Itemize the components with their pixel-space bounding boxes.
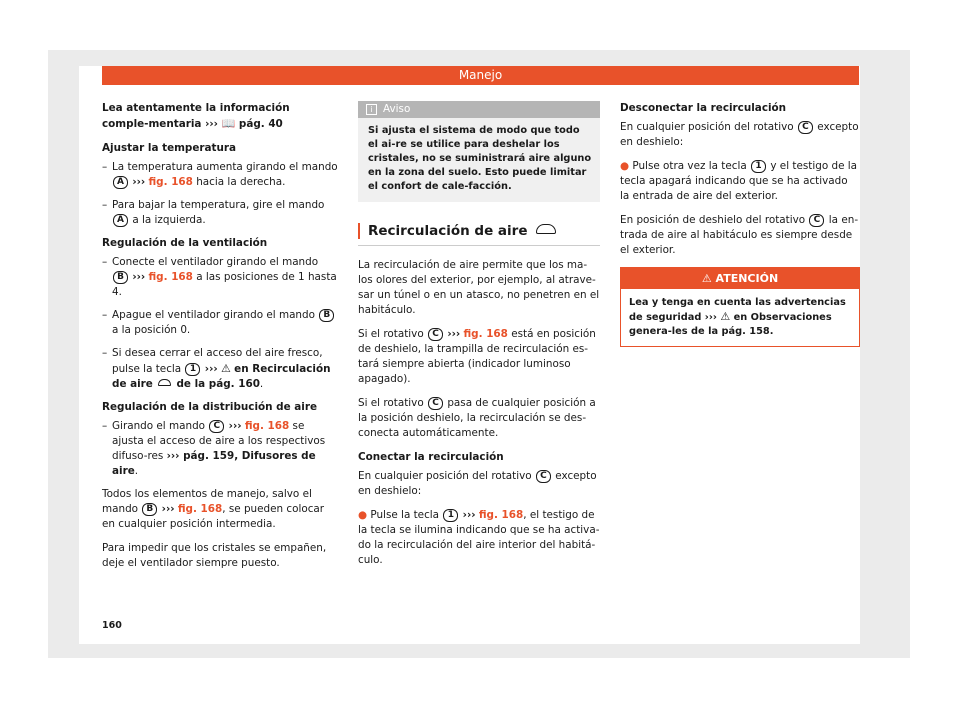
- paragraph: En cualquier posición del rotativo C excepto en deshielo:: [358, 470, 597, 497]
- page-link[interactable]: de la pág. 160: [176, 378, 260, 390]
- warning-icon: ⚠: [720, 310, 731, 323]
- paragraph: En cualquier posición del rotativo C excepto en deshielo:: [620, 121, 859, 148]
- section-header: [102, 66, 859, 85]
- paragraph: Si el rotativo C ››› fig. 168 está en posición de deshielo, la trampilla de recirculación es-tará siempre abierta (indicador luminoso apagado).: [358, 328, 596, 385]
- column-2: [358, 101, 600, 577]
- key-badge-1: 1: [443, 509, 458, 522]
- section-title: Recirculación de aire: [358, 223, 527, 239]
- aviso-text: Si ajusta el sistema de modo que todo el ai-re se utilice para deshelar los cristales, no se suministrará aire alguno en la zona del suelo. Esto puede limitar el confort de cale-facción.: [368, 125, 592, 192]
- page-link[interactable]: ››› pág. 159, Difusores de aire: [112, 450, 316, 477]
- key-badge-c: C: [428, 397, 443, 410]
- temp-heading: Ajustar la temperatura: [102, 142, 237, 154]
- section-link[interactable]: en Recirculación de aire: [112, 363, 331, 390]
- desconectar-heading: Desconectar la recirculación: [620, 102, 787, 114]
- fig-link[interactable]: fig. 168: [478, 509, 524, 521]
- bullet-item: ● Pulse la tecla 1 ››› fig. 168, el testigo de la tecla se ilumina indicando que se ha activa-do la recirculación del aire interior del habitá-culo.: [358, 509, 600, 566]
- fig-link[interactable]: fig. 168: [148, 176, 193, 188]
- key-badge-a: A: [113, 214, 128, 227]
- vent-heading: Regulación de la ventilación: [102, 237, 268, 249]
- list-item: – Apague el ventilador girando el mando B a la posición 0.: [102, 308, 338, 338]
- section-link[interactable]: en Observaciones genera-les de la pág. 158.: [629, 312, 832, 337]
- key-badge-c: C: [536, 470, 551, 483]
- ref-arrows: ›››: [205, 118, 218, 130]
- paragraph: Para impedir que los cristales se empañen, deje el ventilador siempre puesto.: [102, 542, 327, 569]
- page-link[interactable]: pág. 40: [238, 118, 283, 130]
- fig-link[interactable]: fig. 168: [244, 420, 290, 432]
- recirculation-icon: [158, 379, 171, 386]
- recirculation-icon: [536, 224, 556, 234]
- key-badge-b: B: [142, 503, 157, 516]
- key-badge-1: 1: [751, 160, 766, 173]
- list-item: – Conecte el ventilador girando el mando B ››› fig. 168 a las posiciones de 1 hasta 4.: [102, 255, 338, 300]
- aviso-header: i Aviso: [358, 101, 600, 118]
- key-badge-c: C: [809, 214, 824, 227]
- section-header-title: Manejo: [458, 68, 503, 82]
- list-item: – Para bajar la temperatura, gire el mando A a la izquierda.: [102, 198, 338, 228]
- list-item: – Si desea cerrar el acceso del aire fresco, pulse la tecla 1 ››› ⚠ en Recirculación de aire de la pág. 160.: [102, 346, 338, 392]
- key-badge-c: C: [428, 328, 443, 341]
- key-badge-a: A: [113, 176, 128, 189]
- column-1: [102, 101, 338, 580]
- section-heading: [358, 224, 600, 246]
- paragraph: En posición de deshielo del rotativo C la en-trada de aire al habitáculo es siempre desde el exterior.: [620, 214, 859, 256]
- list-item: – Girando el mando C ››› fig. 168 se ajusta el acceso de aire a los respectivos difuso-res ››› pág. 159, Difusores de aire.: [102, 419, 338, 479]
- conectar-heading: Conectar la recirculación: [358, 451, 504, 463]
- paragraph: Todos los elementos de manejo, salvo el mando B ››› fig. 168, se pueden colocar en cualquier posición intermedia.: [102, 488, 325, 530]
- dist-heading: Regulación de la distribución de aire: [102, 401, 318, 413]
- key-badge-b: B: [113, 271, 128, 284]
- bullet-icon: ●: [620, 160, 630, 172]
- column-3: [620, 101, 860, 347]
- paragraph: La recirculación de aire permite que los ma-los olores del exterior, por ejemplo, al atrave-sar un túnel o en un atasco, no penetren en el habitáculo.: [358, 259, 600, 316]
- atencion-text: Lea y tenga en cuenta las advertencias de seguridad ››› ⚠ en Observaciones genera-les de la pág. 158.: [629, 297, 846, 337]
- key-badge-c: C: [209, 420, 224, 433]
- warning-icon: ⚠: [701, 272, 712, 285]
- info-icon: i: [366, 104, 377, 115]
- atencion-header: ⚠ ATENCIÓN: [621, 268, 859, 289]
- warning-icon: ⚠: [220, 362, 231, 375]
- book-icon: 📖: [221, 117, 236, 130]
- fig-link[interactable]: fig. 168: [148, 271, 193, 283]
- fig-link[interactable]: fig. 168: [463, 328, 508, 340]
- bullet-item: ● Pulse otra vez la tecla 1 y el testigo de la tecla apagará indicando que se ha activado la entrada de aire del exterior.: [620, 160, 858, 202]
- list-item: – La temperatura aumenta girando el mando A ››› fig. 168 hacia la derecha.: [102, 160, 338, 190]
- atencion-box: [620, 267, 860, 347]
- page-number: 160: [102, 620, 122, 631]
- aviso-box: [358, 101, 600, 202]
- key-badge-c: C: [798, 121, 813, 134]
- bullet-icon: ●: [358, 509, 368, 521]
- intro-note: Lea atentamente la información comple-mentaria ››› 📖 pág. 40: [102, 102, 290, 130]
- key-badge-1: 1: [185, 363, 200, 376]
- paragraph: Si el rotativo C pasa de cualquier posición a la posición deshielo, la recirculación se des-conecta automáticamente.: [358, 397, 596, 439]
- key-badge-b: B: [319, 309, 334, 322]
- fig-link[interactable]: fig. 168: [177, 503, 223, 515]
